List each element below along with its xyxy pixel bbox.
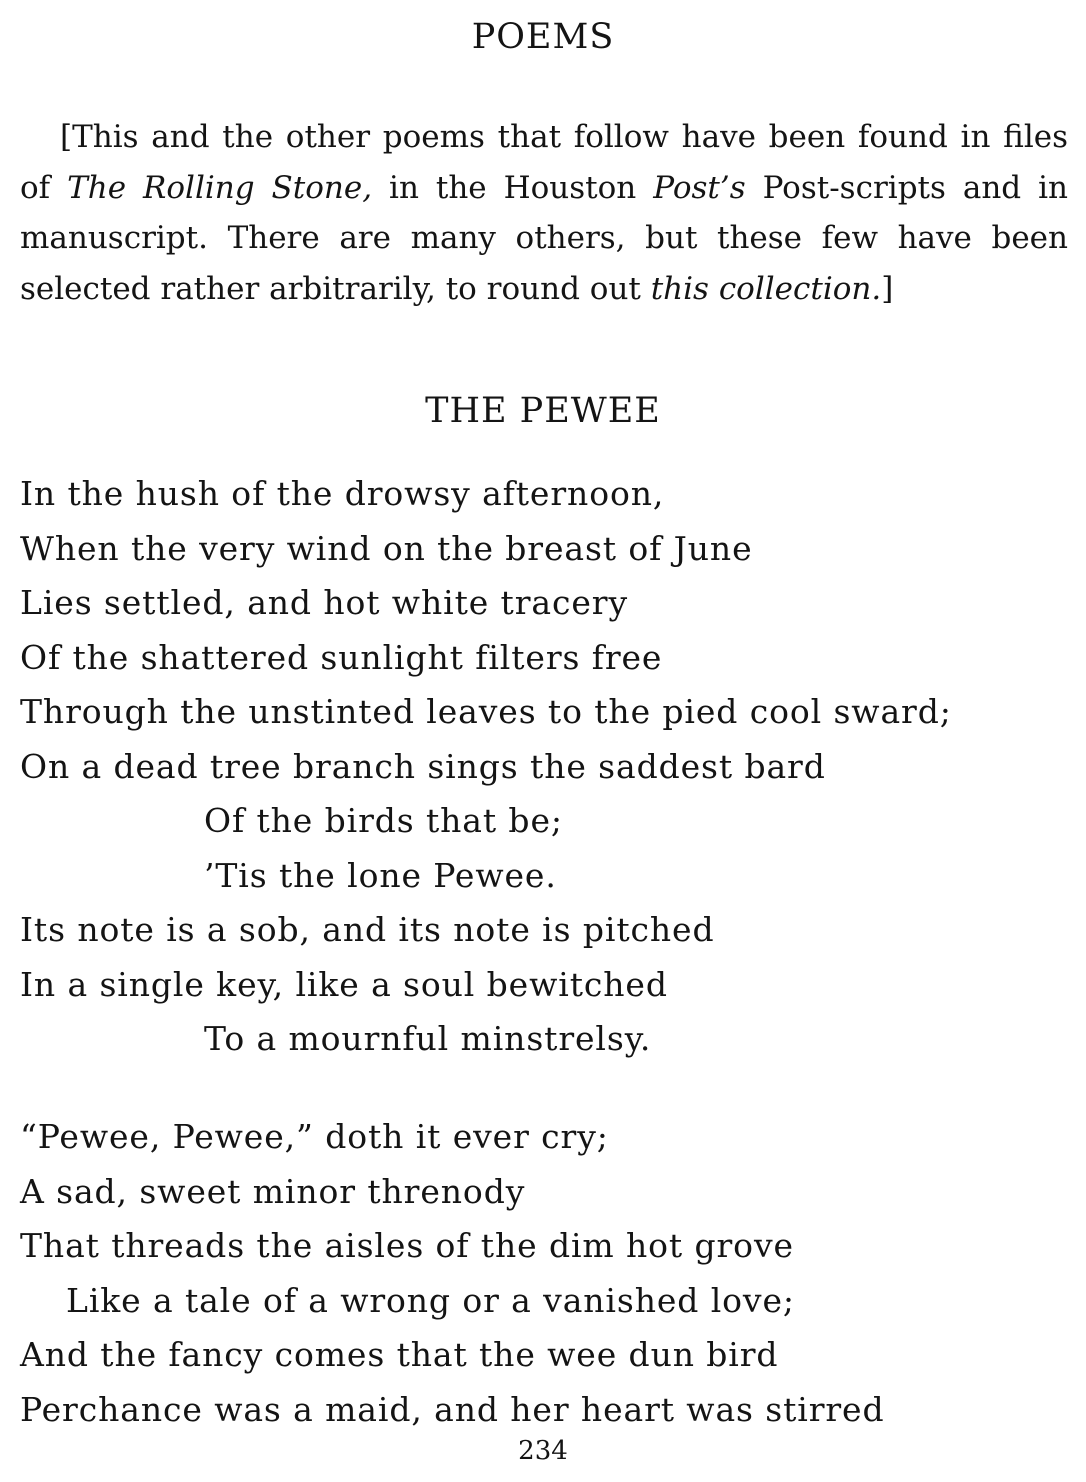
running-head: POEMS bbox=[471, 17, 615, 57]
note-text-rest: Post-scripts and in manuscript. There are many others, but these few have been selected rather arbitrarily, to round out bbox=[20, 169, 1068, 307]
poem-line: When the very wind on the breast of June bbox=[20, 528, 753, 568]
poem-line: Of the shattered sunlight filters free bbox=[20, 637, 663, 677]
poem-line: In a single key, like a soul bewitched bbox=[20, 964, 668, 1004]
note-publication-title: The Rolling Stone, bbox=[67, 169, 373, 206]
poem-line: A sad, sweet minor threnody bbox=[20, 1171, 526, 1211]
stanza-1 bbox=[20, 467, 1080, 1067]
note-text-closing-italic: this collection. bbox=[650, 270, 882, 307]
note-text-close: ] bbox=[881, 270, 894, 307]
poem-line-indented: Of the birds that be; bbox=[204, 801, 563, 840]
poem-line: Through the unstinted leaves to the pied cool sward; bbox=[20, 692, 952, 731]
note-text-open: [This and the other poems that follow have been found in files of bbox=[20, 119, 1068, 206]
poem-line-indented: ’Tis the lone Pewee. bbox=[204, 855, 557, 895]
stanza-2 bbox=[20, 1110, 1080, 1437]
poem-line: In the hush of the drowsy afternoon, bbox=[20, 474, 665, 513]
poem-line-indented: Like a tale of a wrong or a vanished love; bbox=[66, 1280, 795, 1320]
poem-line: Its note is a sob, and its note is pitched bbox=[20, 910, 715, 949]
poem-line: Perchance was a maid, and her heart was stirred bbox=[20, 1389, 885, 1429]
poem-line: “Pewee, Pewee,” doth it ever cry; bbox=[20, 1117, 609, 1156]
note-text-middle: in the Houston bbox=[372, 169, 654, 206]
poem-line: And the fancy comes that the wee dun bird bbox=[20, 1335, 779, 1374]
poem-line-indented: To a mournful minstrelsy. bbox=[204, 1019, 652, 1058]
poem-line: Lies settled, and hot white tracery bbox=[20, 583, 628, 622]
editorial-note bbox=[20, 112, 1068, 314]
poem-line: That threads the aisles of the dim hot grove bbox=[20, 1226, 794, 1265]
poem-title: THE PEWEE bbox=[425, 391, 661, 431]
poem-line: On a dead tree branch sings the saddest bard bbox=[20, 746, 826, 786]
page-number: 234 bbox=[518, 1436, 568, 1466]
note-newspaper-name: Post’s bbox=[653, 169, 746, 206]
